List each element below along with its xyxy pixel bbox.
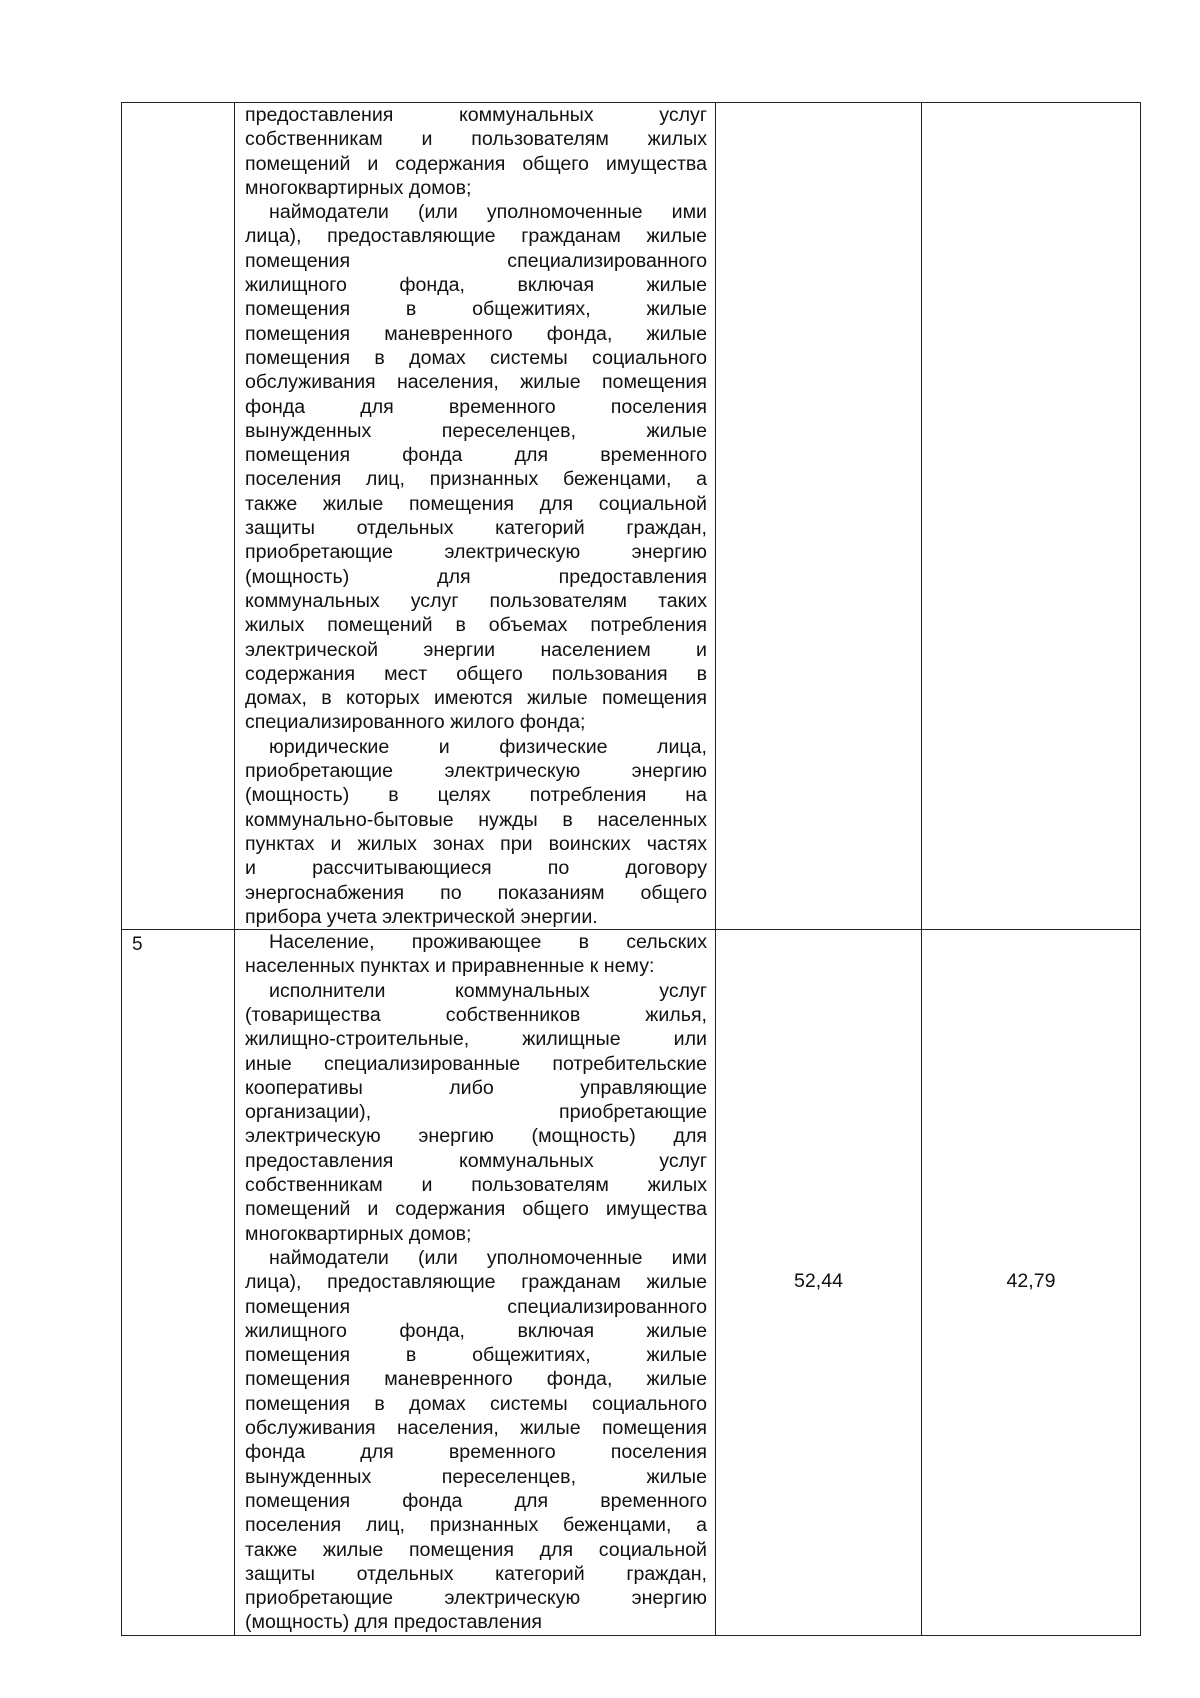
text-line: и рассчитывающиеся по договору	[245, 857, 707, 880]
text-line: собственникам и пользователям жилых	[245, 128, 707, 151]
text-line: помещения в общежитиях, жилые	[245, 1344, 707, 1367]
text-line: исполнители коммунальных услуг	[269, 979, 707, 1002]
text-line: Население, проживающее в сельских	[269, 931, 707, 954]
text-line: (мощность) для предоставления	[245, 1611, 543, 1634]
tariff-table	[121, 102, 1141, 1636]
text-line: помещения маневренного фонда, жилые	[245, 322, 707, 345]
text-line: фонда для временного поселения	[245, 395, 707, 418]
text-line: содержания мест общего пользования в	[245, 662, 707, 685]
text-line: наймодатели (или уполномоченные ими	[269, 201, 707, 224]
text-line: домах, в которых имеются жилые помещения	[245, 687, 707, 710]
text-line: организации), приобретающие	[245, 1101, 707, 1124]
text-line: помещений и содержания общего имущества	[245, 1198, 707, 1221]
text-line: поселения лиц, признанных беженцами, а	[245, 1514, 707, 1537]
row-number: 5	[122, 930, 235, 1636]
text-line: многоквартирных домов;	[245, 176, 472, 199]
text-line: вынужденных переселенцев, жилые	[245, 419, 707, 442]
text-line: жилищно-строительные, жилищные или	[245, 1028, 707, 1051]
text-line: предоставления коммунальных услуг	[245, 104, 707, 126]
text-line: приобретающие электрическую энергию	[245, 541, 707, 564]
text-line: помещения в домах системы социального	[245, 1392, 707, 1415]
text-line: фонда для временного поселения	[245, 1441, 707, 1464]
text-line: обслуживания населения, жилые помещения	[245, 1417, 707, 1440]
text-line: обслуживания населения, жилые помещения	[245, 371, 707, 394]
text-line: помещения фонда для временного	[245, 1489, 707, 1512]
text-line: иные специализированные потребительские	[245, 1052, 707, 1075]
row-description	[235, 103, 716, 930]
text-line: помещения в общежитиях, жилые	[245, 298, 707, 321]
text-line: (мощность) в целях потребления на	[245, 784, 707, 807]
text-line: многоквартирных домов;	[245, 1222, 472, 1245]
text-line: электрической энергии населением и	[245, 638, 707, 661]
table-row	[122, 930, 1141, 1636]
text-line: энергоснабжения по показаниям общего	[245, 881, 707, 904]
text-line: специализированного жилого фонда;	[245, 711, 586, 734]
row-value-1	[716, 103, 922, 930]
text-line: населенных пунктах и приравненные к нему:	[245, 955, 655, 978]
row-value-1: 52,44	[716, 930, 922, 1636]
text-line: помещений и содержания общего имущества	[245, 152, 707, 175]
table-row	[122, 103, 1141, 930]
text-line: также жилые помещения для социальной	[245, 1538, 707, 1561]
text-line: прибора учета электрической энергии.	[245, 905, 598, 928]
text-line: лица), предоставляющие гражданам жилые	[245, 1271, 707, 1294]
text-line: предоставления коммунальных услуг	[245, 1149, 707, 1172]
text-line: коммунальных услуг пользователям таких	[245, 589, 707, 612]
text-line: кооперативы либо управляющие	[245, 1076, 707, 1099]
text-line: электрическую энергию (мощность) для	[245, 1125, 707, 1148]
text-line: приобретающие электрическую энергию	[245, 760, 707, 783]
text-line: помещения фонда для временного	[245, 444, 707, 467]
text-line: пунктах и жилых зонах при воинских частях	[245, 832, 707, 855]
text-line: юридические и физические лица,	[269, 735, 707, 758]
text-line: поселения лиц, признанных беженцами, а	[245, 468, 707, 491]
text-line: наймодатели (или уполномоченные ими	[269, 1246, 707, 1269]
text-line: (мощность) для предоставления	[245, 565, 707, 588]
text-line: защиты отдельных категорий граждан,	[245, 1562, 707, 1585]
row-description	[235, 930, 716, 1636]
text-line: также жилые помещения для социальной	[245, 492, 707, 515]
text-line: помещения в домах системы социального	[245, 346, 707, 369]
text-line: собственникам и пользователям жилых	[245, 1174, 707, 1197]
text-line: коммунально-бытовые нужды в населенных	[245, 808, 707, 831]
row-value-2: 42,79	[922, 930, 1141, 1636]
text-line: жилищного фонда, включая жилые	[245, 1319, 707, 1342]
row-value-2	[922, 103, 1141, 930]
row-number	[122, 103, 235, 930]
text-line: жилых помещений в объемах потребления	[245, 614, 707, 637]
text-line: лица), предоставляющие гражданам жилые	[245, 225, 707, 248]
text-line: защиты отдельных категорий граждан,	[245, 517, 707, 540]
text-line: жилищного фонда, включая жилые	[245, 274, 707, 297]
text-line: помещения маневренного фонда, жилые	[245, 1368, 707, 1391]
text-line: помещения специализированного	[245, 249, 707, 272]
text-line: приобретающие электрическую энергию	[245, 1587, 707, 1610]
text-line: (товарищества собственников жилья,	[245, 1003, 707, 1026]
text-line: вынужденных переселенцев, жилые	[245, 1465, 707, 1488]
text-line: помещения специализированного	[245, 1295, 707, 1318]
